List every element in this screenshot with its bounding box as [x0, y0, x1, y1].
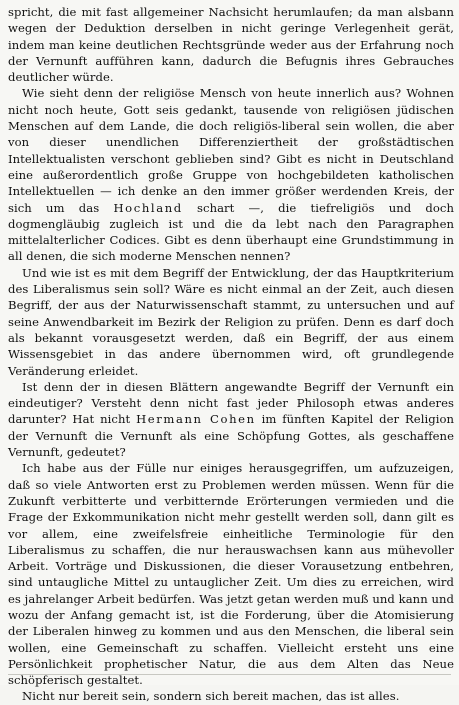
- paragraph-4: [8, 379, 454, 460]
- text-run: im fünften Kapitel der Religion der Vernunft die Vernunft als eine Schöpfung Gottes, als geschaffene Vernunft, gedeutet?: [8, 412, 455, 460]
- text-run: Und wie ist es mit dem Begriff der Entwicklung, der das Hauptkriterium des Liberalismus sein soll? Wäre es nicht einmal an der Zeit, auch diesen Begriff, der aus der Naturwissenschaft stammt, zu untersuchen und auf seine Anwendbarkeit im Bezirk der Religion zu prüfen. Denn es darf doch als bekannt vorausgesetzt werden, daß ein Begriff, der aus einem Wissensgebiet in das andere übernommen wird, oft grundlegende Veränderung erleidet.: [8, 265, 454, 378]
- text-run: spricht, die mit fast allgemeiner Nachsicht herumlaufen; da man alsbann wegen der Deduktion derselben in nicht geringe Verlegenheit gerät, indem man keine deutlichen Rechtsgründe weder aus der Erfahrung noch der Vernunft aufführen kann, dadurch die Befugnis ihres Gebrauches deutlicher würde.: [8, 5, 454, 85]
- paragraph-2: [8, 85, 454, 264]
- paragraph-6: [8, 688, 454, 704]
- bottom-rule: [8, 674, 451, 675]
- text-run: Wie sieht denn der religiöse Mensch von heute innerlich aus? Wohnen nicht noch heute, Gott seis gedankt, tausende von religiösen jüdischen Menschen auf dem Lande, die doch religiös-liberal sein wollen, die aber von dieser unendlichen Differenziertheit der großstädtischen Intellektualisten verschont geblieben sind? Gibt es nicht in Deutschland eine außerordentlich große Gruppe von hochgebildeten katholischen Intellektuellen — ich denke an den immer größer werdenden Kreis, der sich um das: [8, 86, 454, 215]
- paragraph-3: [8, 265, 454, 379]
- text-run: Ich habe aus der Fülle nur einiges herausgegriffen, um aufzuzeigen, daß so viele Antworten erst zu Problemen werden müssen. Wenn für die Zukunft verbitterte und verbitternde Erörterungen vermieden und die Frage der Exkommunikation nicht mehr gestellt werden soll, dann gilt es vor allem, eine zweifelsfreie einheitliche Terminologie für den Liberalismus zu schaffen, die nur herauswachsen kann aus mühevoller Arbeit. Vorträge und Diskussionen, die dieser Vorausetzung entbehren, sind untaugliche Mittel zu untauglicher Zeit. Um dies zu erreichen, wird es jahrelanger Arbeit bedürfen. Was jetzt getan werden muß und kann und wozu der Anfang gemacht ist, ist die Forderung, über die Atomisierung der Liberalen hinweg zu kommen und aus den Menschen, die liberal sein wollen, eine Gemeinschaft zu schaffen. Vielleicht ersteht uns eine Persönlichkeit prophetischer Natur, die aus dem Alten das Neue schöpferisch gestaltet.: [8, 461, 454, 688]
- spaced-name: Hermann Cohen: [136, 412, 256, 427]
- paragraph-1: [8, 4, 454, 85]
- text-run: schart —, die tiefreligiös und doch dogmengläubig zugleich ist und die da lebt nach den Paragraphen mittelalterlicher Codices. Gibt es denn überhaupt eine Grundstimmung in all denen, die sich moderne Menschen nennen?: [8, 200, 454, 264]
- article-column: [8, 4, 454, 705]
- text-run: Nicht nur bereit sein, sondern sich bereit machen, das ist alles.: [22, 689, 400, 704]
- spaced-name: Hochland: [113, 200, 183, 215]
- text-run: Ist denn der in diesen Blättern angewandte Begriff der Vernunft ein eindeutiger? Versteht denn nicht fast jeder Philosoph etwas anderes darunter? Hat nicht: [8, 379, 454, 427]
- paragraph-5: [8, 460, 454, 688]
